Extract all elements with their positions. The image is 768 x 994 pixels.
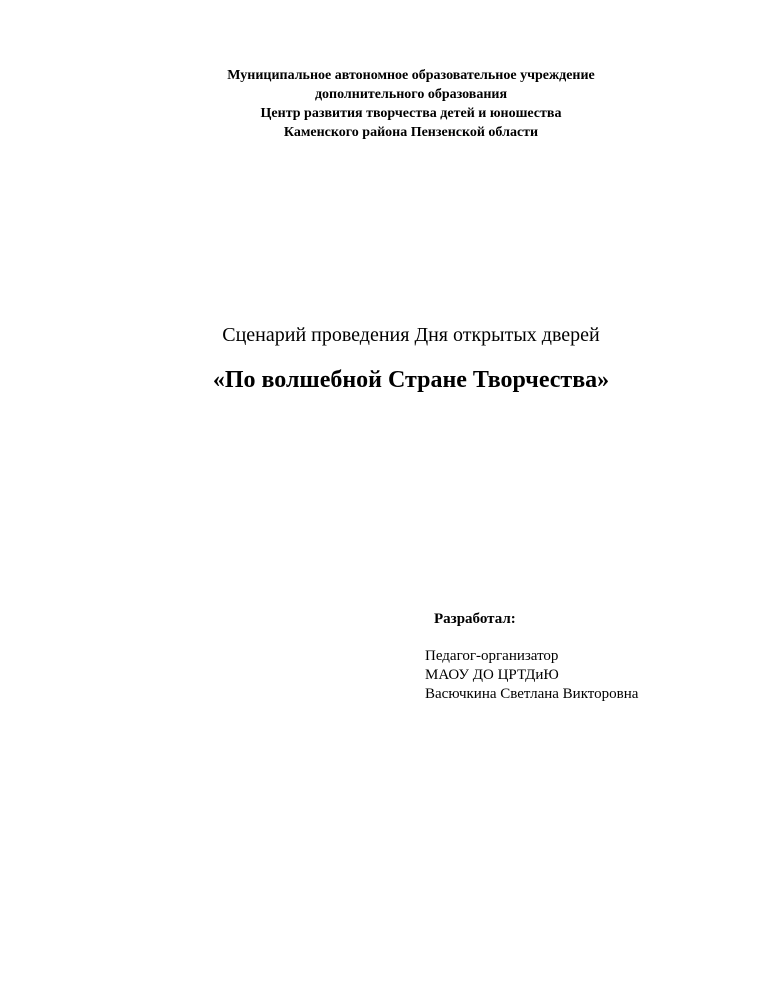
institution-line-3: Центр развития творчества детей и юношества	[260, 106, 562, 121]
institution-line-1: Муниципальное автономное образовательное учреждение	[227, 68, 595, 83]
author-block	[425, 647, 638, 704]
institution-line-2: дополнительного образования	[314, 87, 508, 102]
author-position: Педагог-организатор	[425, 648, 559, 664]
author-heading: Разработал:	[434, 611, 516, 627]
author-organization: МАОУ ДО ЦРТДиЮ	[425, 667, 559, 683]
author-name: Васючкина Светлана Викторовна	[425, 686, 639, 702]
document-title: «По волшебной Стране Творчества»	[212, 367, 610, 393]
institution-header	[0, 66, 768, 142]
institution-line-4: Каменского района Пензенской области	[283, 125, 539, 140]
document-subtitle: Сценарий проведения Дня открытых дверей	[222, 324, 600, 346]
